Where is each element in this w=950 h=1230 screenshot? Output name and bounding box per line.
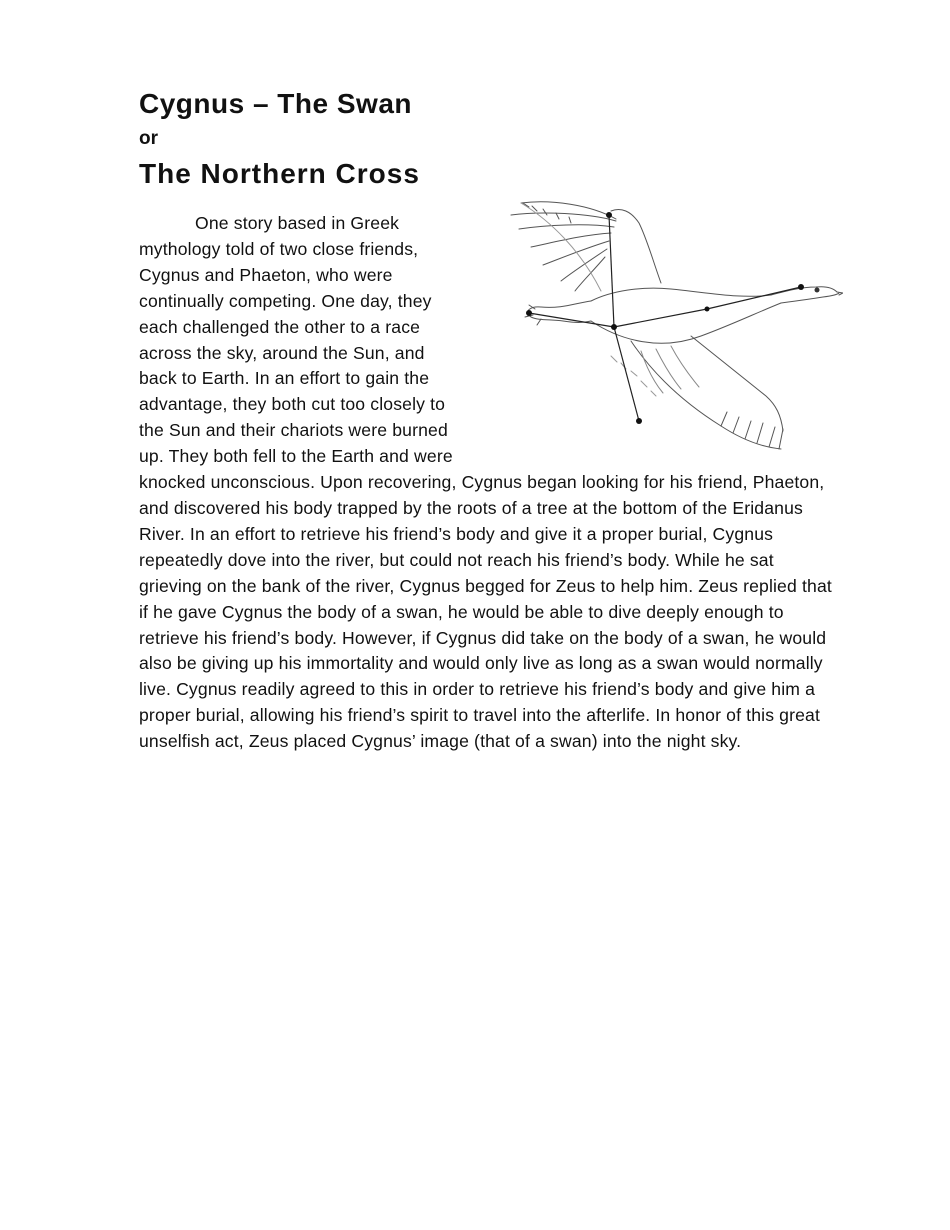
swan-drawing bbox=[471, 191, 843, 453]
page-title: Cygnus – The Swan bbox=[139, 88, 412, 119]
story-body bbox=[139, 211, 839, 755]
page-subtitle: The Northern Cross bbox=[139, 158, 420, 189]
swan-constellation-icon bbox=[471, 191, 843, 453]
story-text: One story based in Greek mythology told of two close friends, Cygnus and Phaeton, who were continually competing. One day, they each challenged the other to a race across the sky, around the Sun, and back to Earth. In an effort to gain the advantage, they both cut too closely to the Sun and their chariots were burned up. They both fell to the Earth and were knocked unconscious. Upon recovering, Cygnus began looking for his friend, Phaeton, and discovered his body trapped by the roots of a tree at the bottom of the Eridanus River. In an effort to retrieve his friend’s body and give it a proper burial, Cygnus repeatedly dove into the river, but could not reach his friend’s body. While he sat grieving on the bank of the river, Cygnus begged for Zeus to help him. Zeus replied that if he gave Cygnus the body of a swan, he would be able to dive deeply enough to retrieve his friend’s body. However, if Cygnus did take on the body of a swan, he would also be giving up his immortality and would only live as long as a swan would normally live. Cygnus readily agreed to this in order to retrieve his friend’s body and give him a proper burial, allowing his friend’s spirit to travel into the afterlife. In honor of this great unselfish act, Zeus placed Cygnus’ image (that of a swan) into the night sky. bbox=[139, 213, 832, 752]
document-page bbox=[139, 84, 839, 755]
title-or: or bbox=[139, 128, 158, 149]
